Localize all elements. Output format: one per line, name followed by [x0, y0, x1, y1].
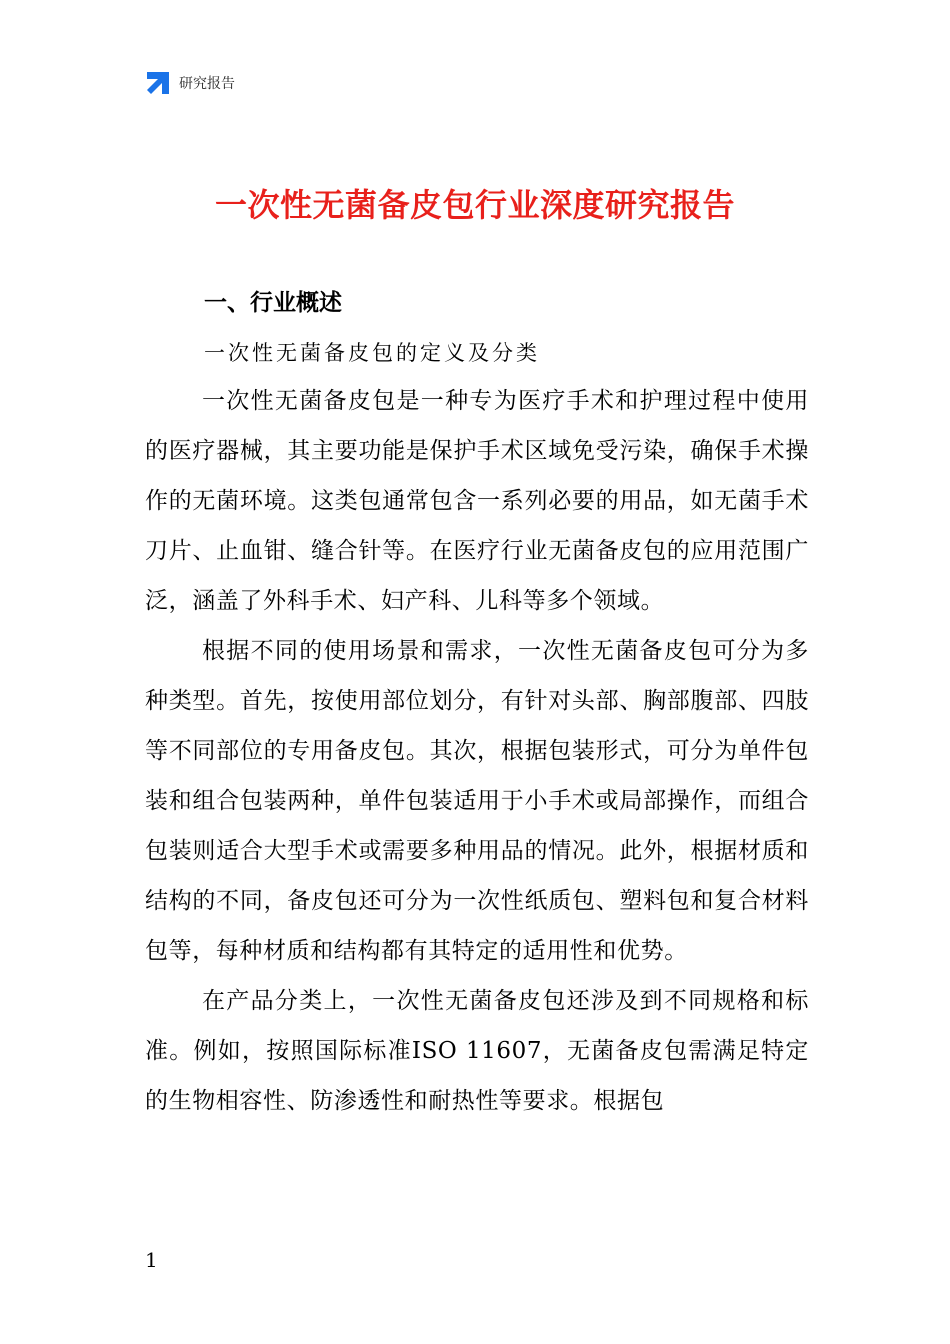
header-label: 研究报告: [179, 76, 235, 92]
arrow-logo-icon: [145, 70, 171, 96]
paragraph: 根据不同的使用场景和需求，一次性无菌备皮包可分为多种类型。首先，按使用部位划分，有针对头部、胸部腹部、四肢等不同部位的专用备皮包。其次，根据包装形式，可分为单件包装和组合包装两种，单件包装适用于小手术或局部操作，而组合包装则适合大型手术或需要多种用品的情况。此外，根据材质和结构的不同，备皮包还可分为一次性纸质包、塑料包和复合材料包等，每种材质和结构都有其特定的适用性和优势。: [145, 638, 809, 964]
page-number: 1: [145, 1248, 158, 1272]
section-heading: 一、行业概述: [204, 290, 342, 316]
section-subheading: 一次性无菌备皮包的定义及分类: [204, 341, 540, 365]
paragraph: 一次性无菌备皮包是一种专为医疗手术和护理过程中使用的医疗器械，其主要功能是保护手术区域免受污染，确保手术操作的无菌环境。这类包通常包含一系列必要的用品，如无菌手术刀片、止血钳、缝合针等。在医疗行业无菌备皮包的应用范围广泛，涵盖了外科手术、妇产科、儿科等多个领域。: [145, 388, 809, 614]
paragraph: 在产品分类上，一次性无菌备皮包还涉及到不同规格和标准。例如，按照国际标准ISO 11607，无菌备皮包需满足特定的生物相容性、防渗透性和耐热性等要求。根据包: [145, 988, 809, 1114]
report-header: [145, 68, 235, 98]
body-text: [145, 376, 809, 1126]
document-title: 一次性无菌备皮包行业深度研究报告: [214, 186, 735, 224]
